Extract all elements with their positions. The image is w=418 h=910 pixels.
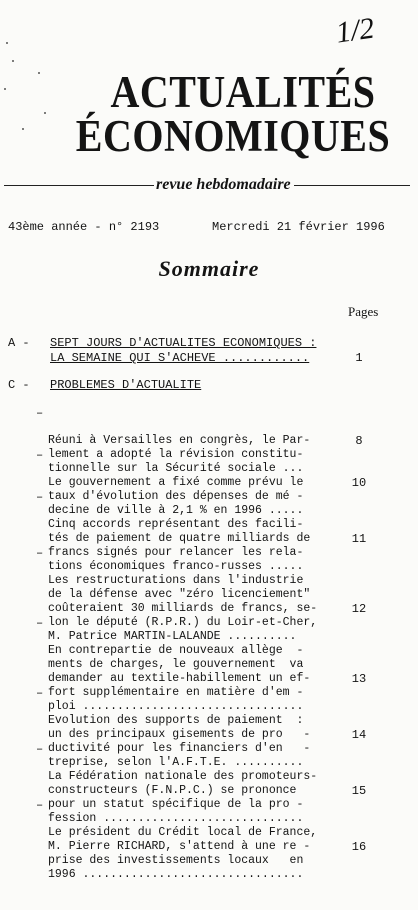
section-page-number: 1 bbox=[355, 351, 363, 365]
sommaire-heading: Sommaire bbox=[158, 256, 260, 281]
toc-entry-text: Le président du Crédit local de France, M. Pierre RICHARD, s'attend à une re - prise des investissements locaux en 1996 ................................ bbox=[48, 826, 318, 881]
masthead-subtitle: revue hebdomadaire bbox=[156, 176, 291, 193]
toc-entry-page: 14 bbox=[351, 728, 367, 742]
masthead-title-line2: ÉCONOMIQUES bbox=[75, 109, 391, 162]
entry-dash: – bbox=[36, 616, 44, 630]
entry-dash: – bbox=[36, 742, 44, 756]
entry-dash: – bbox=[36, 686, 44, 700]
scan-speck bbox=[6, 42, 8, 44]
toc-entry-text: Evolution des supports de paiement : un des principaux gisements de pro - ductivité pour les financiers d'en - treprise, selon l'A.F.T.E. .......... bbox=[48, 714, 311, 769]
toc-entry-text: En contrepartie de nouveaux allège - ments de charges, le gouvernement va demander au textile-habillement un ef- fort supplémentaire en matière d'em - ploi ................................ bbox=[48, 644, 311, 713]
entry-dash: – bbox=[36, 798, 44, 812]
section-letter: A - bbox=[8, 336, 30, 350]
page-number-handwritten: 1/2 bbox=[333, 11, 377, 50]
masthead-subtitle-row bbox=[0, 176, 418, 196]
toc-entry-page: 11 bbox=[351, 532, 367, 546]
toc-entry-page: 16 bbox=[351, 840, 367, 854]
subtitle-rule-right bbox=[294, 185, 410, 186]
toc-entry-page: 10 bbox=[351, 476, 367, 490]
toc-entry-text: Réuni à Versailles en congrès, le Par- lement a adopté la révision constitu- tionnelle sur la Sécurité sociale ... bbox=[48, 434, 311, 475]
subtitle-rule-left bbox=[4, 185, 154, 186]
section-title-line: LA SEMAINE QUI S'ACHEVE ............ bbox=[50, 351, 310, 365]
entry-dash: – bbox=[36, 546, 44, 560]
scan-speck bbox=[12, 60, 14, 62]
issue-number: 43ème année - n° 2193 bbox=[8, 220, 160, 234]
toc-entry-page: 8 bbox=[355, 434, 363, 448]
section-title-line: SEPT JOURS D'ACTUALITES ECONOMIQUES : bbox=[50, 336, 317, 350]
toc-entry-page: 13 bbox=[351, 672, 367, 686]
toc-entry-text: La Fédération nationale des promoteurs- constructeurs (F.N.P.C.) se prononce pour un statut spécifique de la pro - fession ............................. bbox=[48, 770, 318, 825]
scan-speck bbox=[4, 88, 6, 90]
toc-entry-text: Le gouvernement a fixé comme prévu le taux d'évolution des dépenses de mé - decine de ville à 2,1 % en 1996 ..... bbox=[48, 476, 304, 517]
entry-dash: – bbox=[36, 406, 44, 420]
section-title-line: PROBLEMES D'ACTUALITE bbox=[50, 378, 202, 392]
pages-column-header: Pages bbox=[348, 304, 379, 319]
toc-entry-text: Les restructurations dans l'industrie de la défense avec "zéro licenciement" coûteraient 30 milliards de francs, se- lon le député (R.P.R.) du Loir-et-Cher, M. Patrice MARTIN-LALANDE .......... bbox=[48, 574, 318, 643]
toc-entry-page: 15 bbox=[351, 784, 367, 798]
entry-dash: – bbox=[36, 490, 44, 504]
section-letter: C - bbox=[8, 378, 30, 392]
issue-date: Mercredi 21 février 1996 bbox=[212, 220, 385, 234]
toc-entry-page: 12 bbox=[351, 602, 367, 616]
toc-entry-text: Cinq accords représentant des facili- tés de paiement de quatre milliards de francs signés pour relancer les rela- tions économiques franco-russes ..... bbox=[48, 518, 311, 573]
entry-dash: – bbox=[36, 448, 44, 462]
masthead-title-line1: ACTUALITÉS bbox=[110, 65, 376, 118]
